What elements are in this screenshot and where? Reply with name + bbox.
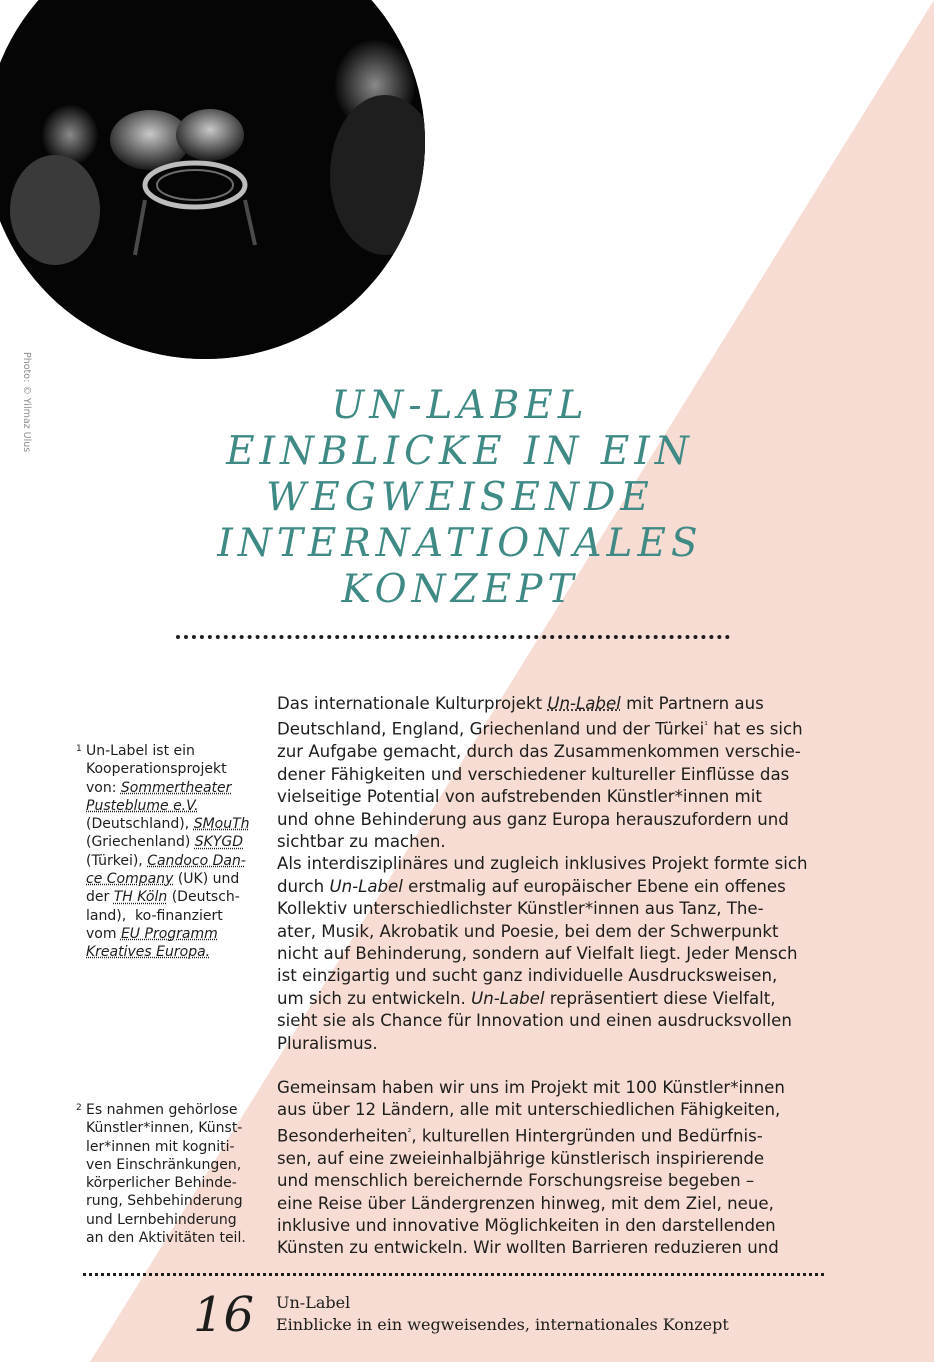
partner-name: SKYGD	[194, 834, 244, 851]
footer-line-2: Einblicke in ein wegweisendes, internationales Konzept	[276, 1315, 729, 1334]
footnote-text: vom	[86, 925, 117, 942]
body-text	[277, 693, 857, 1260]
partner-name: TH Köln	[113, 889, 168, 906]
title-line: WEGWEISENDE	[266, 475, 654, 520]
dotted-divider-top	[176, 635, 730, 639]
photo-credit: Photo: © Yilmaz Ulus	[21, 352, 32, 453]
project-name: Un-Label	[471, 988, 545, 1008]
title-line: EINBLICKE IN EIN	[226, 429, 694, 474]
partner-name: SMouTh	[193, 816, 250, 833]
footnote-text: und Lernbehinderung	[86, 1211, 237, 1228]
footnote-text: Un-Label ist ein	[86, 743, 195, 759]
paragraph-2: Als interdisziplinäres und zugleich inklusives Projekt formte sich durch Un-Label erstmalig auf europäischer Ebene ein offenes Kollektiv unterschiedlichster Künstler*innen aus Tanz, The- ater, Musik, Akrobatik und Poesie, bei dem der Schwerpunkt nicht auf Behinderung, sondern auf Vielfalt liegt. Jeder Mensch ist einzigartig und sucht ganz individuelle Ausdrucksweisen, um sich zu entwickeln. Un-Label repräsentiert diese Vielfalt, sieht sie als Chance für Innovation und einen ausdrucksvollen Pluralismus.	[277, 854, 808, 1053]
running-footer	[276, 1292, 729, 1336]
footnote-text: (Deutsch-	[171, 889, 240, 906]
footnote-text: Es nahmen gehörlose	[86, 1102, 238, 1118]
footnote-text: von:	[86, 779, 117, 796]
title-line: UN-LABEL	[331, 383, 589, 428]
partner-name: Sommertheater	[120, 779, 232, 796]
footnote-text: (Deutschland),	[86, 816, 190, 833]
footnote-ref: ¹	[704, 721, 708, 732]
footnote-ref: ²	[407, 1127, 412, 1138]
footnote-text: ler*innen mit kogniti-	[86, 1138, 235, 1155]
footnote-mark: 2	[76, 1103, 82, 1113]
footnote-text: (Türkei),	[86, 852, 143, 869]
partner-name: Pusteblume e.V.	[86, 797, 199, 814]
dotted-divider-bottom	[83, 1273, 824, 1276]
footnote-text: (Griechenland)	[86, 834, 191, 851]
footnote-1	[76, 742, 256, 962]
footnote-text: Kooperationsprojekt	[86, 761, 227, 778]
title-line: INTERNATIONALES	[217, 521, 703, 566]
paragraph-3: Gemeinsam haben wir uns im Projekt mit 100 Künstler*innen aus über 12 Ländern, alle mit unterschiedlichen Fähigkeiten, Besonderheiten$^{^2}$, kulturellen Hintergründen und Bedürfnis- sen, auf eine zweieinhalbjährige künstlerisch inspirierende und menschlich bereichernde Forschungsreise begeben – eine Reise über Ländergrenzen hinweg, mit dem Ziel, neue, inklusive und innovative Möglichkeiten in den darstellenden Künsten zu entwickeln. Wir wollten Barrieren reduzieren und	[277, 1078, 785, 1258]
footnote-text: körperlicher Behinde-	[86, 1175, 237, 1192]
footnote-text: land), ko-finanziert	[86, 907, 223, 924]
title-line: KONZEPT	[341, 567, 579, 612]
footnote-mark: 1	[76, 744, 82, 754]
project-name: Un-Label	[547, 694, 621, 713]
program-name: EU Programm	[120, 925, 218, 942]
footnote-2	[76, 1101, 256, 1247]
footnote-text: rung, Sehbehinderung	[86, 1193, 243, 1210]
footnote-text: der	[86, 889, 110, 906]
footnote-text: Künstler*innen, Künst-	[86, 1120, 243, 1137]
page-number: 16	[193, 1287, 255, 1343]
partner-name: ce Company	[86, 871, 174, 888]
program-name: Kreatives Europa.	[86, 944, 211, 961]
project-name: Un-Label	[329, 876, 403, 896]
footnote-text: ven Einschränkungen,	[86, 1156, 242, 1173]
page-title	[150, 383, 770, 613]
footer-line-1: Un-Label	[276, 1293, 351, 1312]
paragraph-1: Das internationale Kulturprojekt Un-Label mit Partnern aus Deutschland, England, Griechenland und der Türkei$^{^1}$ hat es sich zur Aufgabe gemacht, durch das Zusammenkommen verschie- dener Fähigkeiten und verschiedener kultureller Einflüsse das vielseitige Potential von aufstrebenden Künstler*innen mit und ohne Behinderung aus ganz Europa herauszufordern und sichtbar zu machen.	[277, 694, 803, 851]
footnote-text: (UK) und	[177, 871, 240, 888]
footnote-text: an den Aktivitäten teil.	[86, 1230, 246, 1247]
partner-name: Candoco Dan-	[147, 852, 246, 869]
